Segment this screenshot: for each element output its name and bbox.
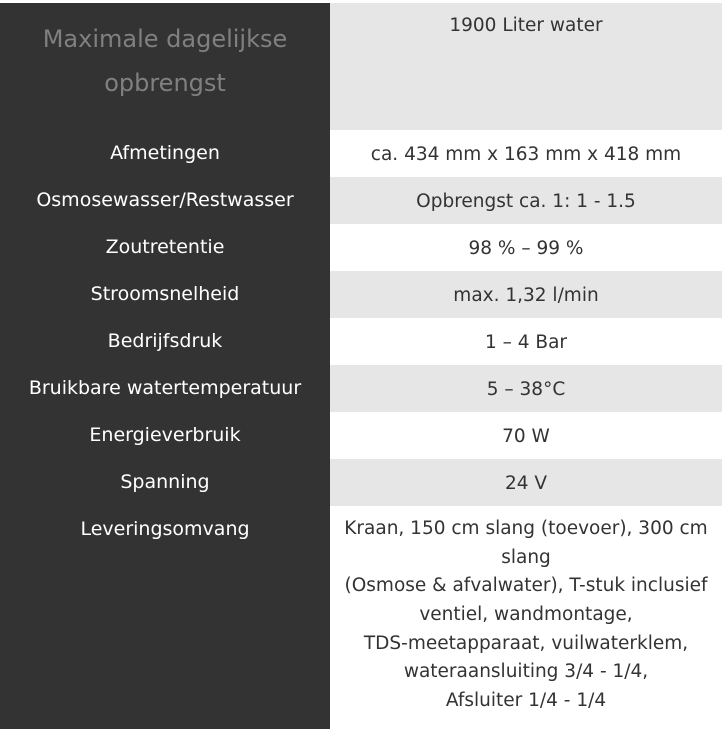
spec-value: 5 – 38°C (486, 379, 566, 400)
spec-label: Bruikbare watertemperatuur (28, 377, 302, 399)
spec-value-cell (330, 506, 722, 729)
table-row (0, 506, 722, 729)
spec-label-cell (0, 506, 330, 729)
table-row (0, 177, 722, 224)
spec-value-cell (330, 412, 722, 459)
spec-label: Zoutretentie (105, 236, 225, 258)
spec-value-cell (330, 3, 722, 130)
spec-value-delivery-scope: Kraan, 150 cm slang (toevoer), 300 cm slang (Osmose & afvalwater), T-stuk inclusief ventiel, wandmontage, TDS-meetapparaat, vuilwaterklem, wateraansluiting 3/4 - 1/4, Afsluiter 1/4 - 1/4 (344, 518, 708, 712)
spec-value-cell (330, 271, 722, 318)
spec-label: Energieverbruik (89, 424, 241, 446)
spec-label-cell (0, 459, 330, 506)
spec-value: 70 W (502, 426, 550, 447)
spec-value-cell (330, 177, 722, 224)
spec-label: Maximale dagelijkse opbrengst (42, 25, 288, 98)
table-row (0, 271, 722, 318)
table-row (0, 224, 722, 271)
spec-value: max. 1,32 l/min (453, 285, 599, 306)
table-row (0, 318, 722, 365)
spec-value: 1900 Liter water (449, 15, 603, 36)
spec-value: ca. 434 mm x 163 mm x 418 mm (370, 144, 682, 165)
spec-label-cell (0, 177, 330, 224)
spec-value-cell (330, 130, 722, 177)
spec-label: Leveringsomvang (80, 518, 250, 540)
spec-value: Opbrengst ca. 1: 1 - 1.5 (416, 191, 636, 212)
table-row (0, 3, 722, 130)
specifications-table (0, 3, 722, 729)
table-row (0, 365, 722, 412)
spec-label-cell (0, 271, 330, 318)
spec-label-cell (0, 365, 330, 412)
spec-value: 1 – 4 Bar (484, 332, 568, 353)
spec-label: Afmetingen (110, 142, 220, 164)
spec-label: Bedrijfsdruk (107, 330, 223, 352)
spec-value-cell (330, 224, 722, 271)
spec-label: Spanning (120, 471, 210, 493)
table-row (0, 412, 722, 459)
spec-label: Osmosewasser/Restwasser (36, 189, 294, 211)
spec-label-cell (0, 3, 330, 130)
spec-label: Stroomsnelheid (90, 283, 240, 305)
spec-value: 24 V (504, 473, 548, 494)
spec-value-cell (330, 459, 722, 506)
spec-label-cell (0, 130, 330, 177)
spec-value-cell (330, 318, 722, 365)
table-row (0, 459, 722, 506)
spec-label-cell (0, 224, 330, 271)
spec-label-cell (0, 412, 330, 459)
spec-label-cell (0, 318, 330, 365)
spec-value: 98 % – 99 % (468, 238, 584, 259)
spec-value-cell (330, 365, 722, 412)
table-row (0, 130, 722, 177)
